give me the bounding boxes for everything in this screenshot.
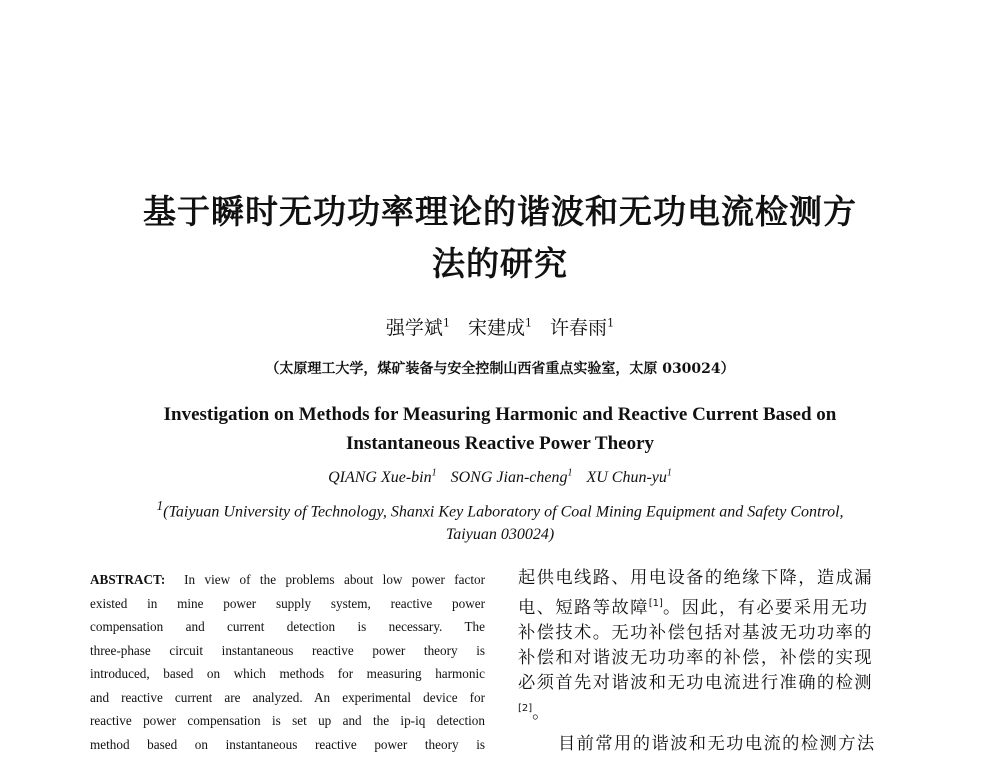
affiliation-en-line1: $^1$(Taiyuan University of Technology, Shanxi Key Laboratory of Coal Mining Equipment and Safety Control, <box>156 498 844 521</box>
title-cn-line2: 法的研究 <box>432 244 568 283</box>
abstract-line: and reactive current are analyzed. An experimental device for <box>90 689 485 705</box>
author-en-1: QIANG Xue-bin$^1$ <box>328 468 437 487</box>
abstract-line: three-phase circuit instantaneous reactive power theory is <box>90 642 485 658</box>
authors-en <box>0 468 1000 487</box>
author-cn-2: 宋建成$^1$ <box>467 316 532 339</box>
body-line: 补偿和对谐波无功功率的补偿，补偿的实现 <box>518 647 873 668</box>
title-en-line2: Instantaneous Reactive Power Theory <box>345 433 655 454</box>
author-en-2: SONG Jian-cheng$^1$ <box>450 468 573 487</box>
abstract-line: introduced, based on which methods for measuring harmonic <box>90 666 485 681</box>
affiliation-en-line2: Taiyuan 030024) <box>445 526 555 543</box>
body-line: 补偿技术。无功补偿包括对基波无功功率的 <box>518 622 873 643</box>
abstract-line: compensation and current detection is necessary. The <box>90 619 485 634</box>
affiliation-cn: （太原理工大学，煤矿装备与安全控制山西省重点实验室，太原 030024） <box>265 361 735 377</box>
body-line: 电、短路等故障[1]。因此，有必要采用无功 <box>518 597 869 618</box>
author-cn-1: 强学斌$^1$ <box>385 316 450 339</box>
author-cn-3: 许春雨$^1$ <box>550 316 615 339</box>
title-cn-line1: 基于瞬时无功功率理论的谐波和无功电流检测方 <box>143 192 857 231</box>
authors-cn <box>0 313 1000 340</box>
author-en-3: XU Chun-$yu^1$ <box>586 468 672 487</box>
citation-ref: [2] <box>518 702 533 714</box>
body-line: [2]。 <box>518 702 551 723</box>
abstract <box>90 568 485 756</box>
body-line: 起供电线路、用电设备的绝缘下降，造成漏 <box>518 568 873 588</box>
abstract-line: method based on instantaneous reactive power theory is <box>90 736 485 752</box>
abstract-line: ABSTRACT: In view of the problems about low power factor <box>90 572 485 587</box>
body-line: 必须首先对谐波和无功电流进行准确的检测 <box>518 672 873 693</box>
body-line: 目前常用的谐波和无功电流的检测方法 <box>558 733 876 754</box>
title-en-line1: Investigation on Methods for Measuring Harmonic and Reactive Current Based on <box>163 404 837 425</box>
citation-ref: [1] <box>648 598 663 609</box>
abstract-label: ABSTRACT: <box>90 572 166 587</box>
abstract-line: reactive power compensation is set up and the ip-iq detection <box>90 713 485 728</box>
abstract-line: existed in mine power supply system, reactive power <box>90 595 485 611</box>
body-text-cn <box>518 566 910 757</box>
